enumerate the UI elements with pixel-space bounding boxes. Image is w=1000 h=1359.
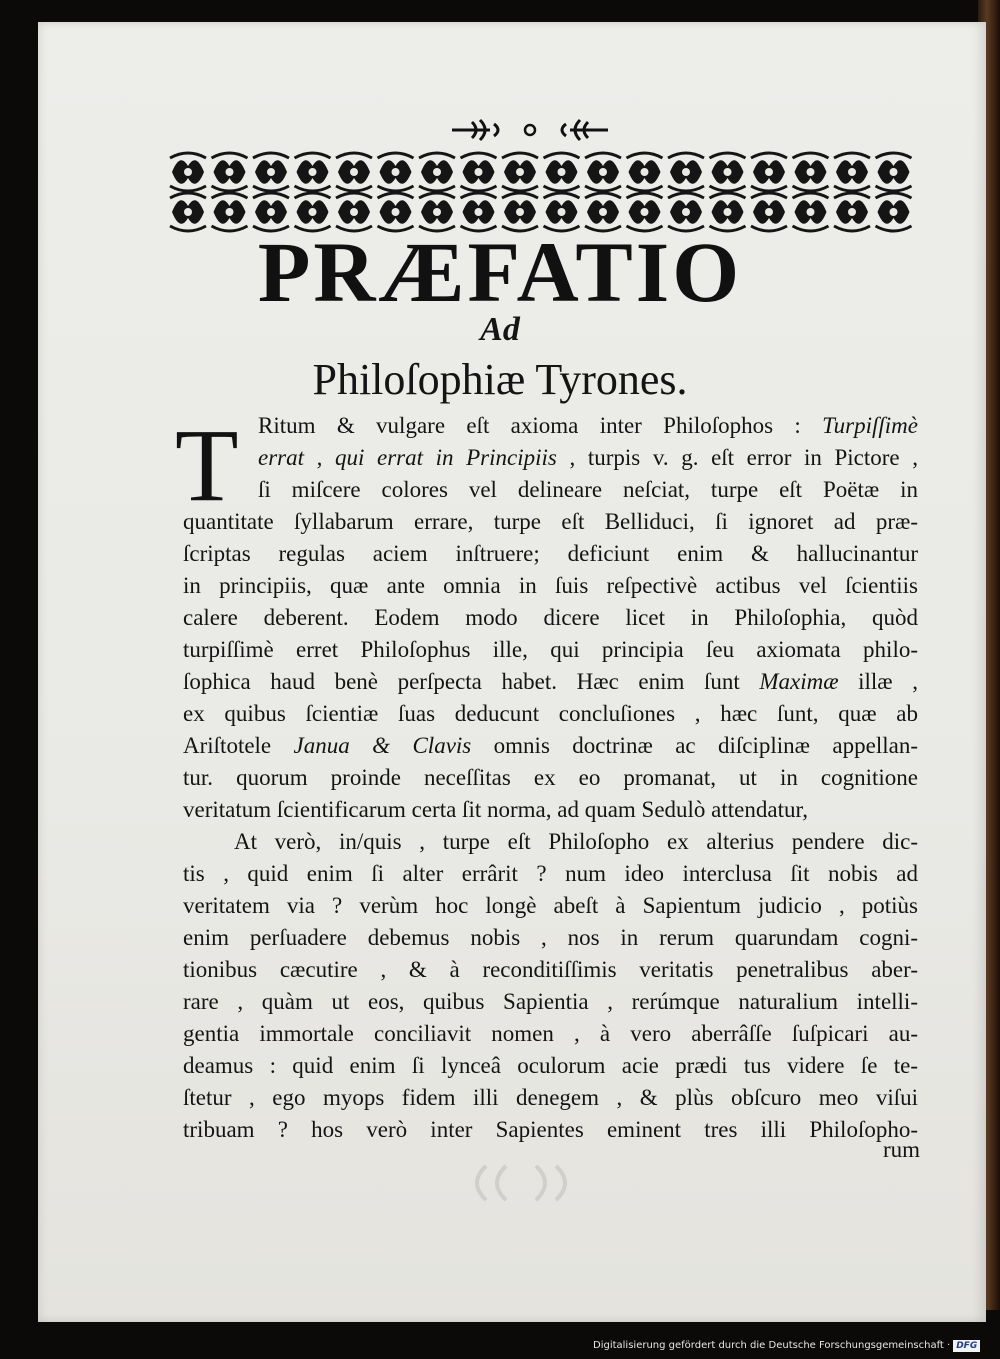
text-segment: gentia immortale conciliavit nomen , à vero aberrâſſe ſuſpicari au- (183, 1021, 918, 1046)
bleed-through-mark (466, 1158, 576, 1208)
text-segment: deamus : quid enim ſi lynceâ oculorum acie prædi tus videre ſe te- (183, 1053, 918, 1078)
text-line (183, 986, 918, 1018)
text-line (183, 698, 918, 730)
text-segment: in principiis, quæ ante omnia in ſuis reſpectivè actibus vel ſcientiis (183, 573, 918, 598)
subtitle-ad: Ad (480, 311, 520, 348)
text-segment: veritatum ſcientificarum certa ſit norma, ad quam Sedulò attendatur, (183, 797, 808, 822)
text-segment: Ariſtotele (183, 733, 294, 758)
text-segment: enim perſuadere debemus nobis , nos in rerum quarundam cogni- (183, 925, 918, 950)
text-line (183, 570, 918, 602)
text-line (183, 762, 918, 794)
text-segment: omnis doctrinæ ac diſciplinæ appellan- (471, 733, 918, 758)
text-segment: ſtetur , ego myops fidem illi denegem , & plùs obſcuro meo viſui (183, 1085, 918, 1110)
text-line (183, 538, 918, 570)
fleuron (419, 153, 455, 191)
text-line (258, 442, 918, 474)
text-segment: ſcriptas regulas aciem inſtruere; deficiunt enim & hallucinantur (183, 541, 918, 566)
fleuron (170, 153, 206, 191)
footer-credit (593, 1338, 988, 1354)
text-segment: tur. quorum proinde neceſſitas ex eo promanat, ut in cognitione (183, 765, 918, 790)
text-line (183, 890, 918, 922)
text-segment: ſophica haud benè perſpecta habet. Hæc enim ſunt (183, 669, 760, 694)
page-title: PRÆFATIO (257, 224, 743, 320)
text-segment: At verò, in/quis , turpe eſt Philoſopho ex alterius pendere dic- (234, 829, 918, 854)
italic-phrase: Turpiſſimè (822, 413, 918, 438)
top-ornament (450, 116, 610, 144)
text-line (183, 506, 918, 538)
text-line (183, 602, 918, 634)
italic-phrase: errat , qui errat in Principiis (258, 445, 557, 470)
fleuron (253, 153, 289, 191)
fleuron (751, 153, 787, 191)
text-line (183, 922, 918, 954)
text-line (258, 474, 918, 506)
catchword: rum (882, 1137, 920, 1162)
text-line (234, 826, 918, 858)
text-segment: , turpis v. g. eſt error in Pictore , (556, 445, 919, 470)
text-line (258, 410, 918, 442)
text-segment: Ritum & vulgare eſt axioma inter Philoſophos : (258, 413, 823, 438)
fleuron (212, 153, 248, 191)
drop-cap: T (175, 408, 239, 523)
text-segment: tionibus cæcutire , & à reconditiſſimis veritatis penetralibus aber- (183, 957, 918, 982)
footer-text: Digitalisierung gefördert durch die Deutsche Forschungsgemeinschaft · (593, 1340, 951, 1351)
fleuron (834, 153, 870, 191)
italic-phrase: Janua & Clavis (293, 733, 472, 758)
text-segment: quantitate ſyllabarum errare, turpe eſt Belliduci, ſi ignoret ad præ- (183, 509, 918, 534)
text-line (183, 794, 918, 826)
text-line (183, 858, 918, 890)
italic-phrase: Maximæ (759, 669, 839, 694)
text-segment: rare , quàm ut eos, quibus Sapientia , rerúmque naturalium intelli- (183, 989, 918, 1014)
text-line (183, 1114, 918, 1146)
fleuron (461, 153, 497, 191)
fleuron (295, 153, 331, 191)
text-segment: calere deberent. Eodem modo dicere licet in Philoſophia, quòd (183, 605, 918, 630)
text-line (183, 666, 918, 698)
text-segment: tribuam ? hos verò inter Sapientes eminent tres illi Philoſopho- (183, 1117, 918, 1142)
fleuron (710, 153, 746, 191)
text-segment: turpiſſimè erret Philoſophus ille, qui principia ſeu axiomata philo- (183, 637, 918, 662)
text-segment: veritatem via ? verùm hoc longè abeſt à Sapientum judicio , potiùs (183, 893, 918, 918)
fleuron (876, 153, 912, 191)
text-line (183, 1082, 918, 1114)
text-line (183, 954, 918, 986)
text-line (183, 1018, 918, 1050)
fleuron (378, 153, 414, 191)
fleuron (668, 153, 704, 191)
text-segment: ex quibus ſcientiæ ſuas deducunt concluſiones , hæc ſunt, quæ ab (183, 701, 918, 726)
fleuron (336, 153, 372, 191)
fleuron (793, 153, 829, 191)
fleuron (502, 153, 538, 191)
dfg-logo: DFG (953, 1340, 980, 1352)
text-segment: ſi miſcere colores vel delineare neſciat, turpe eſt Poëtæ in (258, 477, 918, 502)
fleuron (544, 153, 580, 191)
text-segment: illæ , (838, 669, 918, 694)
fleuron (627, 153, 663, 191)
text-line (183, 634, 918, 666)
text-segment: tis , quid enim ſi alter errârit ? num ideo interclusa ſit nobis ad (183, 861, 918, 886)
fleuron (585, 153, 621, 191)
subtitle-main: Philoſophiæ Tyrones. (312, 355, 688, 404)
text-line (183, 1050, 918, 1082)
text-line (183, 730, 918, 762)
